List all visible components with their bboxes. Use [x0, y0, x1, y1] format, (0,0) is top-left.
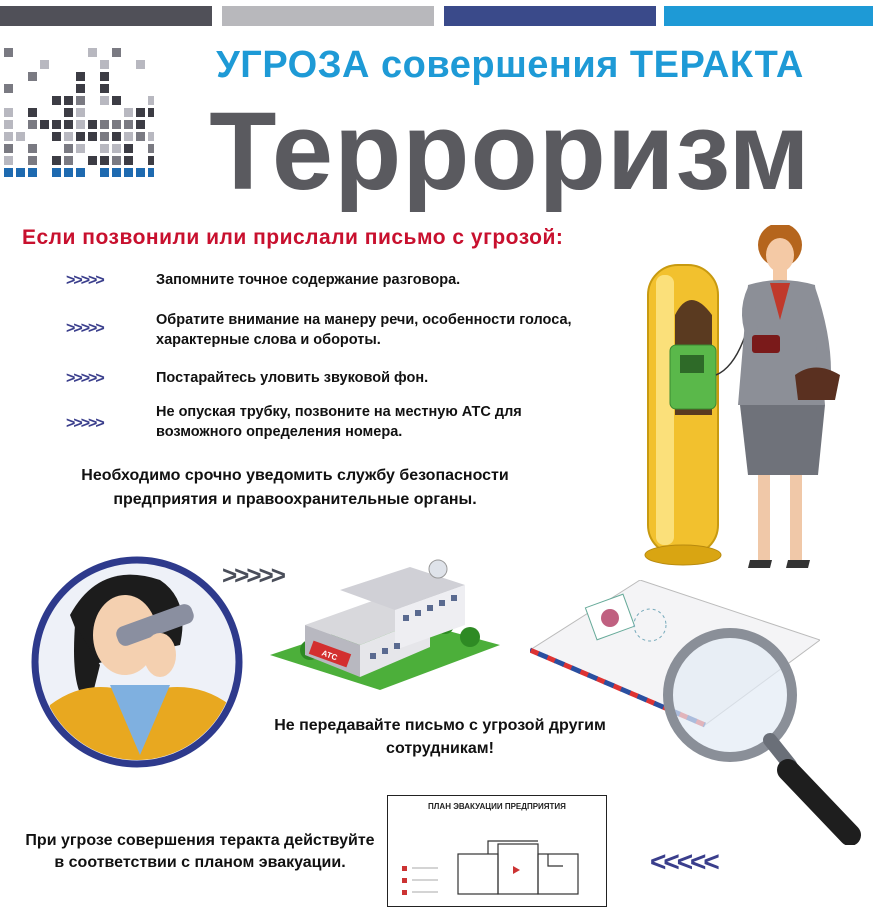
top-bar-blue: [664, 6, 873, 26]
pixel-pattern-icon: [4, 36, 154, 184]
chevron-right-icon: >>>>>: [66, 415, 103, 432]
top-bar-navy: [444, 6, 656, 26]
plan-title: ПЛАН ЭВАКУАЦИИ ПРЕДПРИЯТИЯ: [428, 802, 566, 811]
step-item: Обратите внимание на манеру речи, особенности голоса, характерные слова и обороты.: [156, 312, 572, 348]
chevron-right-icon: >>>>>: [66, 320, 103, 337]
evacuation-text: При угрозе совершения теракта действуйте в соответствии с планом эвакуации.: [25, 832, 375, 871]
notice-text: Необходимо срочно уведомить службу безопасности предприятия и правоохранительные органы.: [81, 467, 509, 508]
top-bar-light: [222, 6, 434, 26]
subtitle: УГРОЗА совершения ТЕРАКТА: [216, 44, 804, 86]
letter-warning-text: Не передавайте письмо с угрозой другим сотрудникам!: [274, 717, 606, 757]
section-heading: Если позвонили или прислали письмо с угрозой:: [22, 226, 564, 249]
evacuation-plan: [387, 795, 607, 907]
phone-booth-icon: [630, 225, 870, 590]
step-item: Запомните точное содержание разговора.: [156, 272, 461, 288]
top-bar-dark: [0, 6, 212, 26]
magnifier-icon: [660, 620, 870, 845]
chevron-left-icon: <<<<<: [650, 846, 717, 877]
chevron-right-icon: >>>>>: [66, 272, 103, 289]
building-sign: АТС: [320, 648, 339, 663]
chevron-right-icon: >>>>>: [222, 560, 283, 590]
step-item: Постарайтесь уловить звуковой фон.: [156, 370, 429, 386]
page-title: Терроризм: [209, 90, 811, 213]
chevron-right-icon: >>>>>: [66, 370, 103, 387]
step-item: Не опуская трубку, позвоните на местную АТС для возможного определения номера.: [156, 404, 522, 440]
woman-on-phone-icon: [30, 555, 245, 770]
building-icon: [270, 555, 500, 690]
floor-plan-drawing: [388, 796, 606, 906]
